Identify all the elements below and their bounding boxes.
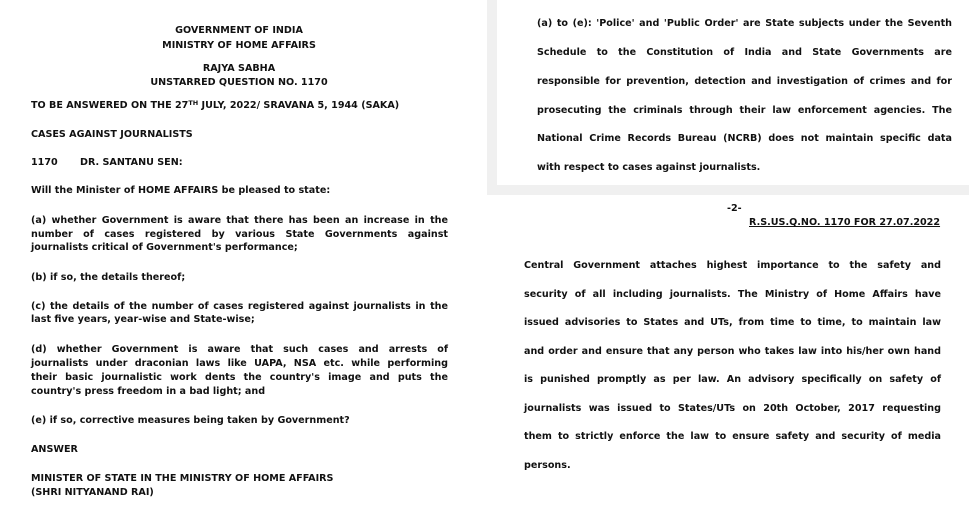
page-number: -2- [727, 203, 742, 214]
header-house: RAJYA SABHA [202, 63, 276, 74]
header-question-number: UNSTARRED QUESTION NO. 1170 [150, 77, 328, 88]
answer-line-3: responsible for prevention, detection and investigation of crimes and for [537, 76, 952, 87]
answer-cont-line-5: is punished promptly as per law. An advisory specifically on safety of [524, 374, 941, 385]
answer-line-6: with respect to cases against journalists. [537, 162, 761, 173]
question-d-line-4: country's press freedom in a bad light; and [31, 386, 266, 397]
question-reference: R.S.US.Q.NO. 1170 FOR 27.07.2022 [749, 217, 941, 228]
answer-cont-line-8: persons. [524, 460, 571, 471]
answer-line-5: National Crime Records Bureau (NCRB) does not maintain specific data [537, 133, 952, 144]
answer-page-part-1 [497, 0, 969, 185]
question-c-line-2: last five years, year-wise and State-wise; [31, 314, 255, 325]
question-e: (e) if so, corrective measures being taken by Government? [31, 415, 350, 426]
minister-title: MINISTER OF STATE IN THE MINISTRY OF HOME AFFAIRS [31, 473, 334, 484]
answer-cont-line-3: issued advisories to States and UTs, from time to time, to maintain law [524, 317, 941, 328]
answer-heading: ANSWER [31, 444, 78, 455]
question-d-line-2: journalists under draconian laws like UAPA, NSA etc. while performing [31, 358, 448, 369]
question-a-line-1: (a) whether Government is aware that there has been an increase in the [31, 215, 448, 226]
answer-date: TO BE ANSWERED ON THE 27TH JULY, 2022/ SRAVANA 5, 1944 (SAKA) [31, 99, 400, 111]
subject-title: CASES AGAINST JOURNALISTS [31, 129, 193, 140]
answer-cont-line-2: security of all including journalists. The Ministry of Home Affairs have [524, 289, 941, 300]
question-member: DR. SANTANU SEN: [80, 157, 183, 168]
answer-page-part-2 [487, 195, 969, 516]
question-number: 1170 [31, 157, 58, 168]
question-d-line-1: (d) whether Government is aware that such cases and arrests of [31, 344, 448, 355]
header-government: GOVERNMENT OF INDIA [175, 25, 303, 36]
question-intro: Will the Minister of HOME AFFAIRS be pleased to state: [31, 185, 331, 196]
answer-cont-line-1: Central Government attaches highest importance to the safety and [524, 260, 941, 271]
header-ministry: MINISTRY OF HOME AFFAIRS [162, 40, 316, 51]
question-a-line-3: journalists critical of Government's performance; [31, 242, 298, 253]
answer-line-2: Schedule to the Constitution of India and State Governments are [537, 47, 952, 58]
answer-cont-line-4: and order and ensure that any person who takes law into his/her own hand [524, 346, 941, 357]
question-d-line-3: their basic journalistic work dents the country's image and puts the [31, 372, 448, 383]
answer-cont-line-7: them to strictly enforce the law to ensure safety and security of media [524, 431, 941, 442]
question-a-line-2: number of cases registered by various State Governments against [31, 229, 448, 240]
panel-gap-horizontal [497, 185, 969, 195]
panel-gap-vertical [487, 0, 497, 195]
question-c-line-1: (c) the details of the number of cases registered against journalists in the [31, 301, 448, 312]
answer-line-1: (a) to (e): 'Police' and 'Public Order' are State subjects under the Seventh [537, 18, 952, 29]
question-b: (b) if so, the details thereof; [31, 272, 186, 283]
answer-line-4: prosecuting the criminals through their law enforcement agencies. The [537, 105, 952, 116]
answer-cont-line-6: journalists was issued to States/UTs on 20th October, 2017 requesting [524, 403, 941, 414]
minister-name: (SHRI NITYANAND RAI) [31, 487, 154, 498]
